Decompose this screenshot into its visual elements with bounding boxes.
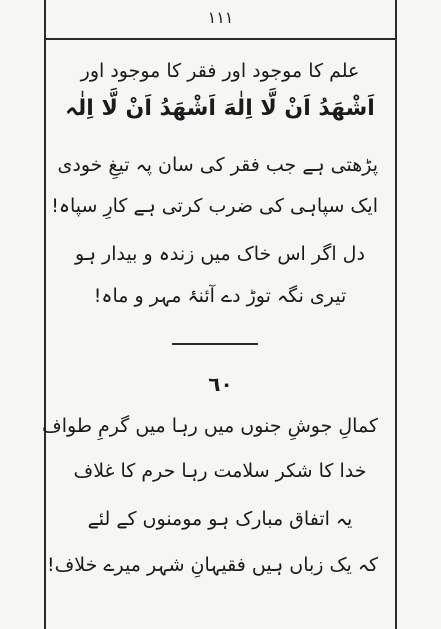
stanza-1-line-6: تیری نگہ توڑ دے آئنۂ مہر و ماہ! — [93, 285, 347, 307]
stanza-1-line-1: علم کا موجود اور فقر کا موجود اور — [80, 60, 360, 82]
section-divider — [172, 343, 258, 345]
stanza-2-line-4: کہ یک زباں ہیں فقیہانِ شہر میرے خلاف! — [46, 554, 378, 576]
stanza-2-line-2: خدا کا شکر سلامت رہا حرم کا غلاف — [73, 460, 367, 482]
stanza-2-line-1: کمالِ جوشِ جنوں میں رہا میں گرمِ طواف — [42, 415, 378, 437]
stanza-1-line-3: پڑھتی ہے جب فقر کی سان پہ تیغِ خودی — [57, 154, 378, 176]
stanza-2-line-3: یہ اتفاق مبارک ہو مومنوں کے لئے — [87, 508, 353, 530]
right-margin-rule — [395, 0, 397, 629]
stanza-1-line-5: دل اگر اس خاک میں زندہ و بیدار ہو — [75, 243, 365, 265]
stanza-1-line-2: اَشْهَدُ اَنْ لَّا اِلٰهَ اَشْهَدُ اَنْ لَّا اِلٰہ — [65, 96, 375, 121]
poem-number: ٦٠ — [208, 372, 233, 396]
header-rule — [44, 38, 397, 40]
page-number: ١١١ — [207, 8, 234, 27]
left-margin-rule — [44, 0, 46, 629]
stanza-1-line-4: ایک سپاہی کی ضرب کرتی ہے کارِ سپاہ! — [51, 195, 378, 217]
